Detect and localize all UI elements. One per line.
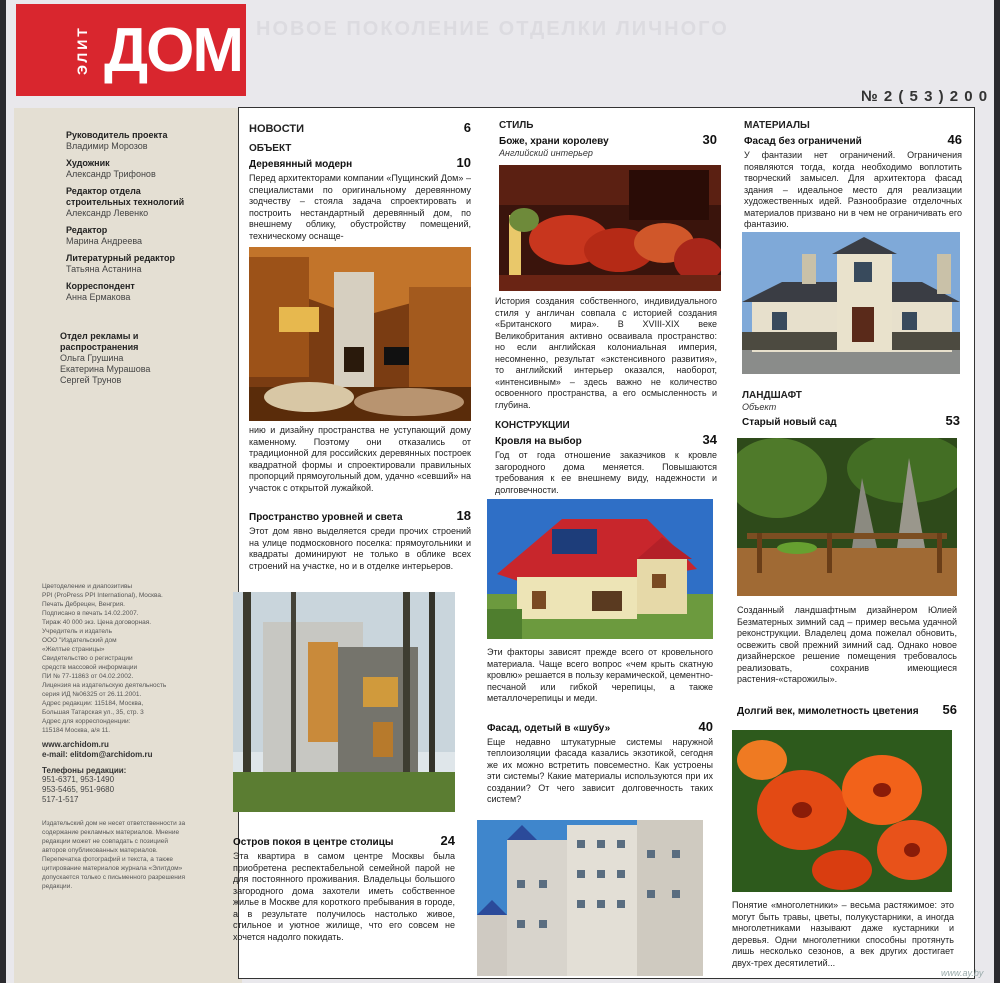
toc-entry[interactable]	[495, 432, 717, 448]
section-label: ЛАНДШАФТ	[742, 390, 802, 401]
article-title: Остров покоя в центре столицы	[233, 837, 394, 848]
page-number: 46	[947, 132, 962, 147]
staff-name: Анна Ермакова	[66, 292, 131, 302]
article-text: У фантазии нет ограничений. Ограничения появляются тогда, когда необходимо воплотить творческий замысел. Для архитектора фасад здания – идеальное место для реализации художественных идей. Разнообразие отделочных материалов призвано ни в чем не ограничивать его фантазию.	[744, 150, 962, 229]
imprint-line: Лицензия на издательскую деятельность	[42, 682, 167, 689]
page-number: 40	[698, 718, 713, 734]
contents-column-3-cont	[742, 390, 960, 429]
article-text: нию и дизайну пространства не уступающий дому каменному. Поэтому они отказались от традиционной для российских деревянных построек квадратной формы и спроектировали правильных пропорций прямоугольный дом, удачно «севший» на участок с открытой лужайкой.	[249, 425, 471, 493]
staff-name: Татьяна Астанина	[66, 264, 142, 274]
contents-column-2-bottom	[487, 647, 713, 806]
imprint-line: Печать Дебрецен, Венгрия.	[42, 601, 125, 608]
imprint-line: Адрес редакции: 115184, Москва,	[42, 700, 144, 707]
staff-role: Литературный редактор	[66, 253, 175, 263]
toc-entry[interactable]	[744, 132, 962, 148]
photo-winter-garden	[737, 438, 957, 596]
ads-name: Ольга Грушина	[60, 353, 124, 363]
imprint-line: Учредитель и издатель	[42, 628, 112, 635]
photo-english-interior	[499, 165, 721, 291]
phones-title: Телефоны редакции:	[42, 766, 127, 775]
imprint-line: Цветоделение и диапозитивы	[42, 583, 133, 590]
contents-column-1	[249, 120, 471, 242]
staff-list	[60, 130, 241, 386]
staff-role: Художник	[66, 158, 110, 168]
imprint-line: ПИ № 77-11863 от 04.02.2002.	[42, 673, 134, 680]
imprint-line: PPI (ProPress PPI International), Москва.	[42, 592, 163, 599]
article-text: Еще недавно штукатурные системы наружной теплоизоляции фасада казались экзотикой, сегодня же их можно встретить повсеместно. Как устроены эти системы? Какие материалы используются при их создании? От чего зависит долговечность таких систем?	[487, 736, 713, 804]
page-number: 56	[942, 701, 957, 717]
toc-entry[interactable]	[499, 132, 717, 148]
ads-role: Отдел рекламы и распространения	[60, 331, 139, 352]
article-text: Эта квартира в самом центре Москвы была приобретена респектабельной семейной парой не для постоянного проживания. Владельцы большого загородного дома захотели иметь собственное жилье в Москве для короткого пребывания в городе, а в результате получилось настолько живое, стильное и уютное жилище, что его совсем не хочется надолго покидать.	[233, 851, 455, 942]
photo-facade-house	[742, 232, 960, 374]
contents-frame	[233, 107, 975, 979]
article-title: Пространство уровней и света	[249, 512, 403, 523]
photo-apartment-building	[477, 820, 703, 976]
email-link[interactable]: e-mail: elitdom@archidom.ru	[42, 750, 153, 759]
imprint-line: Свидетельство о регистрации	[42, 655, 133, 662]
magazine-logo	[16, 4, 246, 96]
toc-entry[interactable]	[249, 508, 471, 524]
imprint-line: Большая Татарская ул., 35, стр. 3	[42, 709, 144, 716]
article-text: История создания собственного, индивидуального стиля у англичан совпала с историей создания «Британского мира». В XVIII-XIX веке Великобритания активно осваивала пространство: но если английская колониальная империя, несомненно, результат «экстенсивного развития», то английский интерьер оказался, наоборот, «интенсивным» – здесь важно не количество освоенного пространства, а его осмысленность и глубина.	[495, 296, 717, 410]
imprint-line: ООО "Издательский дом	[42, 637, 117, 644]
imprint-block	[42, 582, 237, 891]
staff-name: Александр Трифонов	[66, 169, 156, 179]
photo-modern-house	[233, 592, 455, 812]
article-subtitle: Объект	[742, 402, 777, 412]
article-text: Перед архитекторами компании «Пущинский Дом» – специалистами по оригинальному деревянному зодчеству – стояла задача спроектировать и построить нестандартный деревянный дом, по внешнему облику, обустройству помещений, техническому оснаще-	[249, 173, 471, 241]
contents-column-2-cont	[495, 296, 717, 496]
toc-entry-news[interactable]	[249, 120, 471, 135]
article-title: Фасад без ограничений	[744, 136, 862, 147]
staff-name: Владимир Морозов	[66, 141, 148, 151]
staff-role: Редактор	[66, 225, 108, 235]
imprint-line: Подписано в печать 14.02.2007.	[42, 610, 139, 617]
ads-name: Сергей Трунов	[60, 375, 122, 385]
article-text: Эти факторы зависят прежде всего от кровельного материала. Чаще всего вопрос «чем крыть скатную кровлю» решается в пользу керамической, цементно-песчаной или гибкой черепицы, а также металлочерепицы и меди.	[487, 647, 713, 703]
watermark: www.ay.by	[941, 968, 984, 978]
article-text: Год от года отношение заказчиков к кровле загородного дома меняется. Повышаются требования к ее внешнему виду, надежности и долговечности.	[495, 450, 717, 495]
website-link[interactable]: www.archidom.ru	[42, 740, 109, 749]
banner-ghost-text: НОВОЕ ПОКОЛЕНИЕ ОТДЕЛКИ ЛИЧНОГО	[256, 18, 729, 40]
staff-role: Руководитель проекта	[66, 130, 168, 140]
page-number: 18	[456, 508, 471, 523]
imprint-line: серия ИД №06325 от 26.11.2001.	[42, 691, 142, 698]
page-number: 6	[463, 120, 471, 135]
section-label: СТИЛЬ	[499, 120, 534, 131]
imprint-line: «Желтые страницы»	[42, 646, 105, 653]
logo-big-text: ДОМ	[104, 16, 243, 85]
page-number: 34	[702, 432, 717, 447]
imprint-line: средств массовой информации	[42, 664, 138, 671]
toc-entry[interactable]	[742, 413, 960, 429]
toc-entry[interactable]	[487, 719, 713, 735]
contents-column-2	[499, 120, 717, 159]
phone-line: 517-1-517	[42, 795, 79, 804]
page-number: 30	[702, 132, 717, 147]
article-text: Этот дом явно выделяется среди прочих строений на улице подмосковного поселка: прямоугольники и квадраты доминируют не только в облике всех строений на участке, но и в отделке интерьеров.	[249, 526, 471, 571]
section-label: НОВОСТИ	[249, 123, 305, 135]
contents-column-3-mid	[737, 605, 957, 718]
section-label: КОНСТРУКЦИИ	[495, 420, 570, 431]
article-title: Старый новый сад	[742, 417, 837, 428]
toc-entry[interactable]	[233, 833, 455, 849]
page-number: 10	[456, 155, 471, 170]
imprint-line: Адрес для корреспонденции:	[42, 718, 131, 725]
article-title: Деревянный модерн	[249, 159, 353, 170]
contents-column-3	[744, 120, 962, 231]
staff-name: Александр Левенко	[66, 208, 149, 218]
contents-column-1-bottom	[233, 833, 455, 943]
photo-red-roof-house	[487, 499, 713, 639]
phone-line: 951-6371, 953-1490	[42, 775, 115, 784]
article-title: Кровля на выбор	[495, 436, 582, 447]
article-subtitle: Английский интерьер	[499, 148, 593, 158]
page-number: 53	[945, 413, 960, 428]
issue-number: № 2 ( 5 3 ) 2 0 0	[861, 88, 989, 105]
article-title: Боже, храни королеву	[499, 136, 609, 147]
section-label: МАТЕРИАЛЫ	[744, 120, 810, 131]
photo-wooden-interior	[249, 247, 471, 421]
page-number: 24	[440, 833, 455, 848]
logo-small-text: ЭЛИТ	[74, 25, 90, 75]
photo-lily-flowers	[732, 730, 952, 892]
staff-role: Редактор отдела строительных технологий	[66, 186, 185, 207]
staff-role: Корреспондент	[66, 281, 135, 291]
contents-column-3-bottom	[732, 900, 954, 969]
ads-name: Екатерина Мурашова	[60, 364, 151, 374]
article-text: Созданный ландшафтным дизайнером Юлией Безматерных зимний сад – пример весьма удачной реконструкции. Владелец дома пожелал обновить, освежить свой прежний зимний сад. Однако новое дизайнерское решение помещения требовалось реализовать, сохранив имеющиеся растения-«старожилы».	[737, 605, 957, 684]
phone-line: 953-5465, 951-9680	[42, 785, 115, 794]
magazine-page	[6, 0, 994, 983]
imprint-line: 115184 Москва, а/я 11.	[42, 727, 111, 734]
article-text: Понятие «многолетники» – весьма растяжимое: это могут быть травы, цветы, полукустарники, а иногда многолетниками называют даже кустарники и деревья. Одни многолетники способны протянуть лишь несколько сезонов, а век других достигает двух-трех десятилетий...	[732, 900, 954, 968]
article-title: Фасад, одетый в «шубу»	[487, 722, 611, 734]
article-title: Долгий век, мимолетность цветения	[737, 705, 919, 717]
contents-column-1-cont	[249, 425, 471, 572]
toc-entry[interactable]	[249, 155, 471, 171]
staff-name: Марина Андреева	[66, 236, 143, 246]
disclaimer-text: Издательский дом не несет ответственности за содержание рекламных материалов. Мнение редакции может не совпадать с позицией авторов опубликованных материалов. Перепечатка фотографий и текста, а также цитирование материалов журнала «Элитдом» допускается только с письменного разрешения редакции.	[42, 820, 186, 890]
imprint-line: Тираж 40 000 экз. Цена договорная.	[42, 619, 152, 626]
section-label: ОБЪЕКТ	[249, 143, 292, 154]
toc-entry[interactable]	[737, 702, 957, 718]
